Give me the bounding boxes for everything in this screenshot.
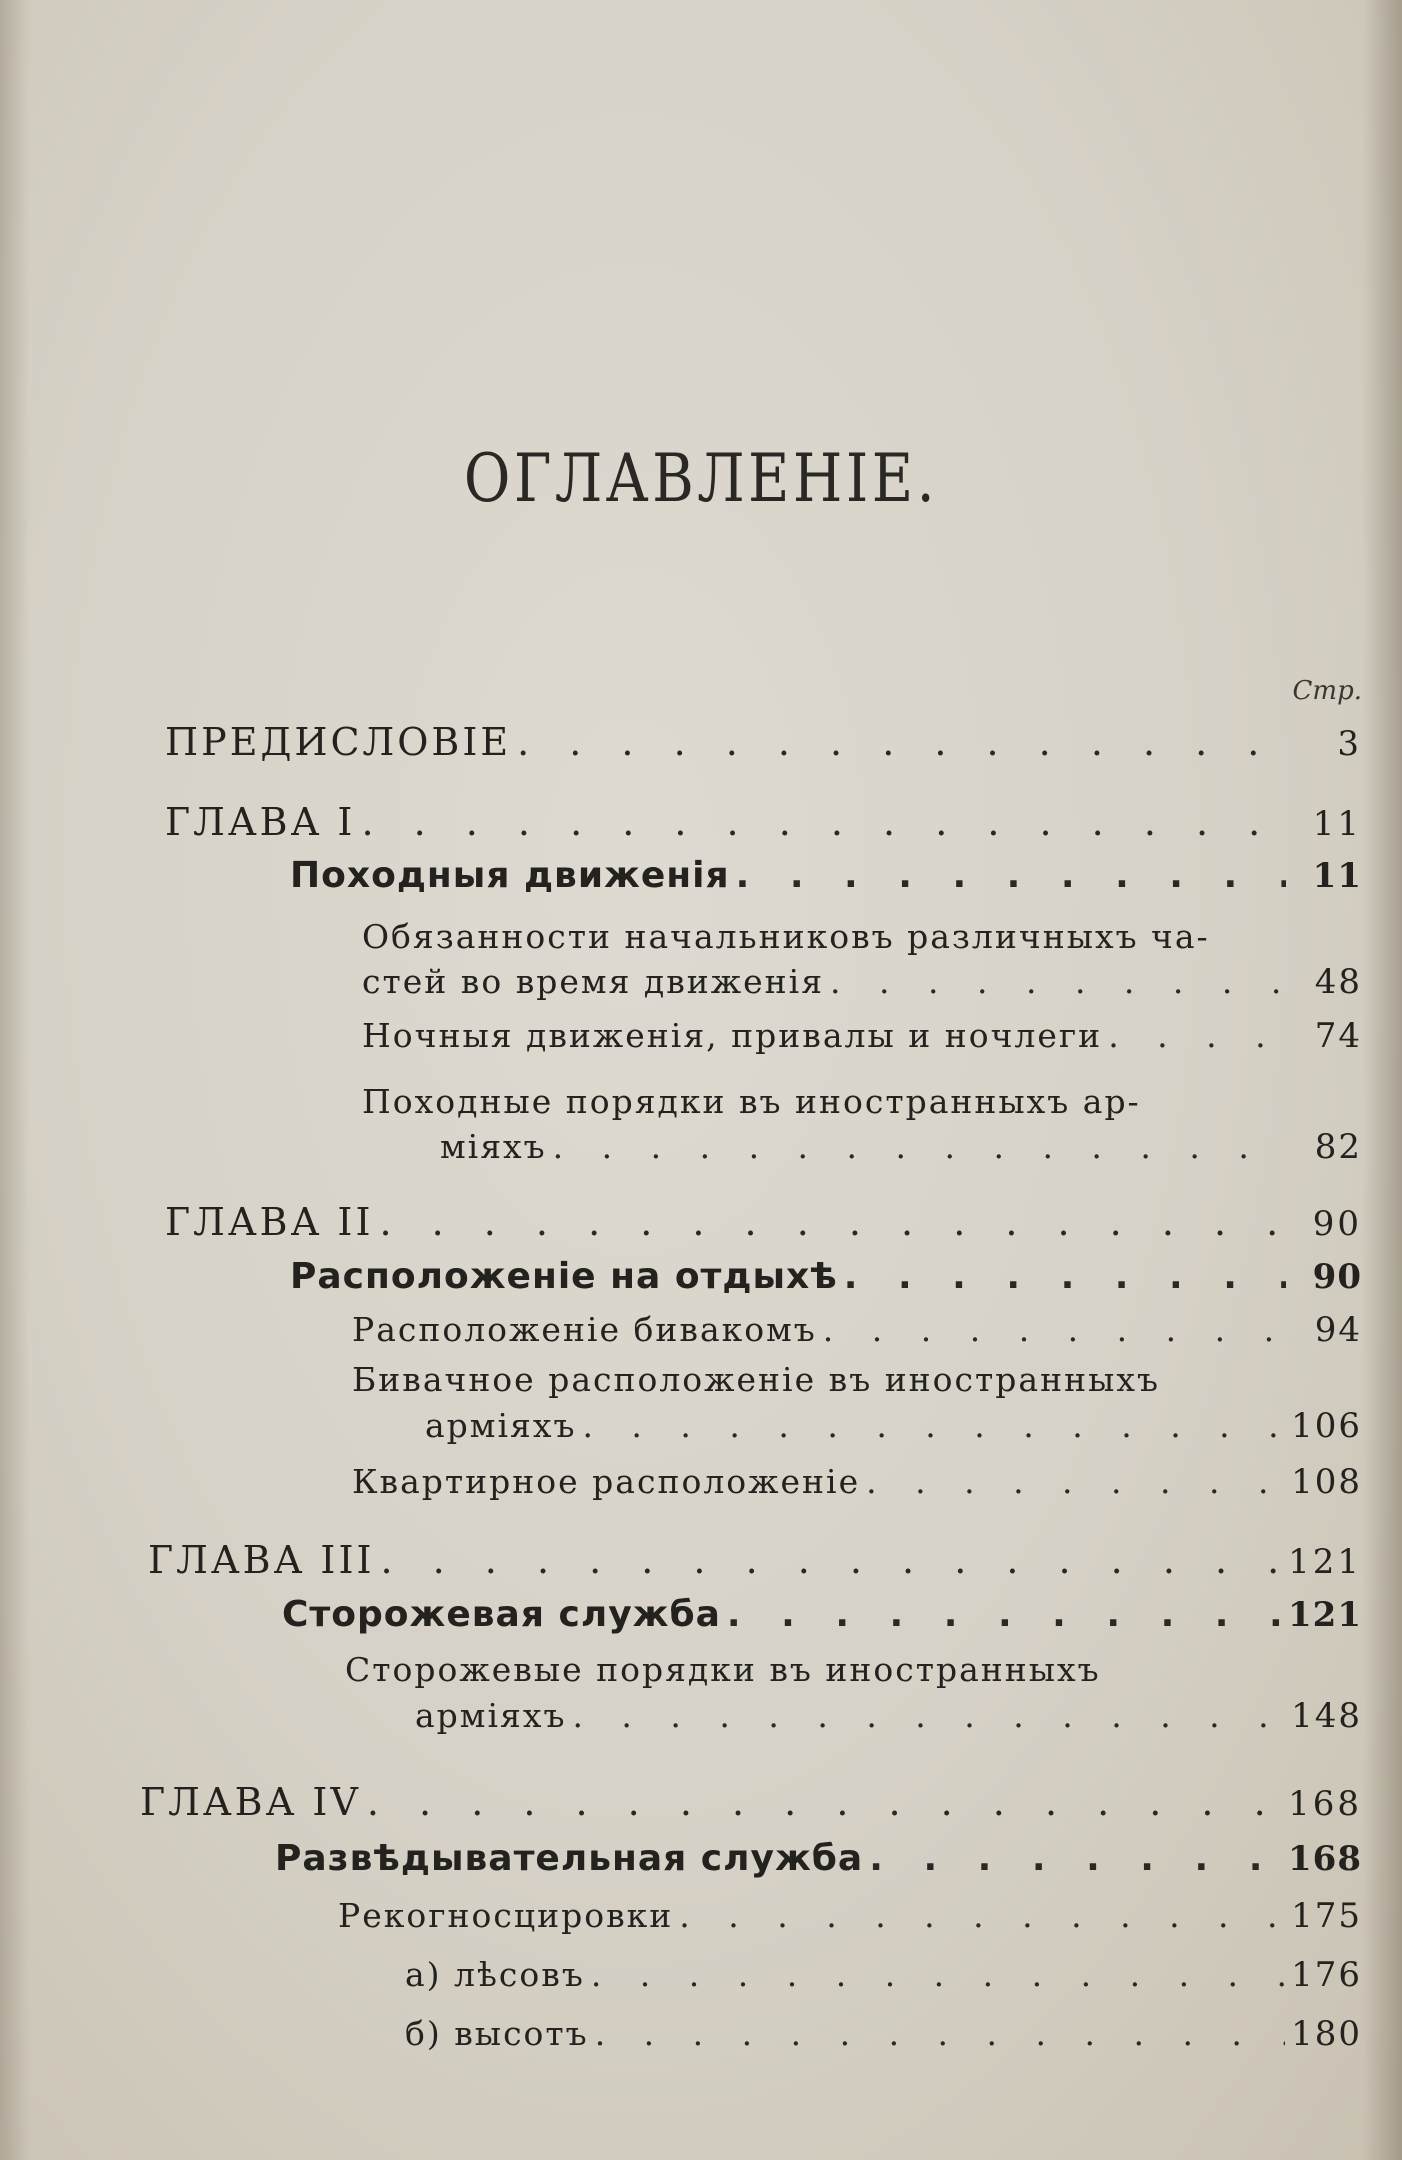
toc-entry-label: Походные порядки въ иностранныхъ ар- [362,1082,1141,1121]
toc-entry-page: 175 [1291,1896,1362,1936]
toc-entry-page: 168 [1288,1784,1362,1824]
toc-entry-label: ГЛАВА III [148,1538,375,1582]
toc-entry-subsection [415,1696,1362,1750]
toc-entry-label: Походныя движенія [290,855,730,896]
toc-entry-label: Сторожевые порядки въ иностранныхъ [345,1650,1101,1689]
toc-entry-label: Расположеніе бивакомъ [352,1310,817,1349]
toc-entry-chapter-1 [165,800,1362,854]
leader-dots [367,1780,1282,1824]
toc-entry-section [275,1838,1362,1892]
leader-dots [380,1538,1282,1582]
toc-entry-page: 90 [1312,1257,1362,1297]
leader-dots [823,1310,1286,1349]
leader-dots [869,1838,1282,1879]
toc-entry-subsection [405,2014,1362,2068]
toc-entry-page: 3 [1337,724,1362,764]
toc-entry-subsection [352,1310,1362,1364]
toc-entry-page: 74 [1314,1016,1362,1056]
toc-entry-chapter-4 [140,1780,1362,1834]
toc-entry-page: 121 [1288,1595,1362,1635]
toc-entry-continuation: арміяхъ [415,1696,567,1735]
leader-dots [582,1406,1285,1445]
toc-entry-page: 11 [1312,856,1362,896]
page-title: ОГЛАВЛЕНІЕ. [463,440,939,517]
toc-entry-page: 90 [1312,1204,1362,1244]
toc-entry-subsection [362,1016,1362,1070]
toc-entry-continuation: міяхъ [440,1127,547,1166]
toc-entry-label: Квартирное расположеніе [352,1462,861,1501]
toc-entry-page: 11 [1312,804,1362,844]
toc-entry-label: Рекогносцировки [338,1896,674,1935]
toc-entry-label: ПРЕДИСЛОВІЕ [165,720,512,764]
toc-entry-page: 106 [1291,1406,1362,1446]
leader-dots [866,1462,1285,1501]
toc-entry-chapter-3 [148,1538,1362,1592]
toc-entry-label: Сторожевая служба [282,1594,721,1635]
toc-entry-chapter-2 [165,1200,1362,1254]
toc-entry-subsection [440,1127,1362,1181]
toc-entry-page: 48 [1314,962,1362,1002]
leader-dots [595,2014,1285,2053]
leader-dots [361,800,1286,844]
toc-entry-page: 168 [1288,1839,1362,1879]
leader-dots [844,1256,1286,1297]
toc-entry-label: а) лѣсовъ [405,1955,585,1994]
toc-entry-label: б) высотъ [405,2014,589,2053]
leader-dots [1108,1016,1286,1055]
toc-entry-label: ГЛАВА IV [140,1780,361,1824]
leader-dots [553,1127,1286,1166]
toc-entry-page: 121 [1288,1542,1362,1582]
toc-entry-subsection [338,1896,1362,1950]
toc-entry-label: Обязанности начальниковъ различныхъ ча- [362,917,1210,956]
toc-entry-label: Расположеніе на отдыхѣ [290,1256,838,1297]
toc-entry-section [290,1256,1362,1310]
leader-dots [727,1594,1282,1635]
toc-entry-subsection [352,1462,1362,1516]
toc-entry-page: 82 [1314,1127,1362,1167]
leader-dots [591,1955,1285,1994]
toc-entry-page: 180 [1291,2014,1362,2054]
toc-entry-label: Развѣдывательная служба [275,1838,864,1879]
toc-entry-subsection [425,1406,1362,1460]
toc-entry-page: 148 [1291,1696,1362,1736]
leader-dots [830,962,1286,1001]
toc-entry-subsection [405,1955,1362,2009]
toc-entry-page: 94 [1314,1310,1362,1350]
toc-entry-label: Бивачное расположеніе въ иностранныхъ [352,1360,1160,1399]
leader-dots [679,1896,1285,1935]
toc-entry-label: ГЛАВА I [165,800,356,844]
toc-entry-continuation: стей во время движенія [362,962,825,1001]
toc-entry-section [290,855,1362,909]
leader-dots [572,1696,1285,1735]
toc-entry-page: 176 [1291,1955,1362,1995]
toc-entry-subsection [362,962,1362,1016]
toc-entry-label: Ночныя движенія, привалы и ночлеги [362,1016,1103,1055]
toc-entry-section [282,1594,1362,1648]
toc-entry-continuation: арміяхъ [425,1406,577,1445]
leader-dots [517,720,1286,764]
page-column-header: Стр. [1292,676,1362,706]
toc-entry-label: ГЛАВА II [165,1200,374,1244]
toc-entry-page: 108 [1291,1462,1362,1502]
toc-entry-preface [165,720,1362,774]
leader-dots [379,1200,1286,1244]
leader-dots [736,855,1286,896]
